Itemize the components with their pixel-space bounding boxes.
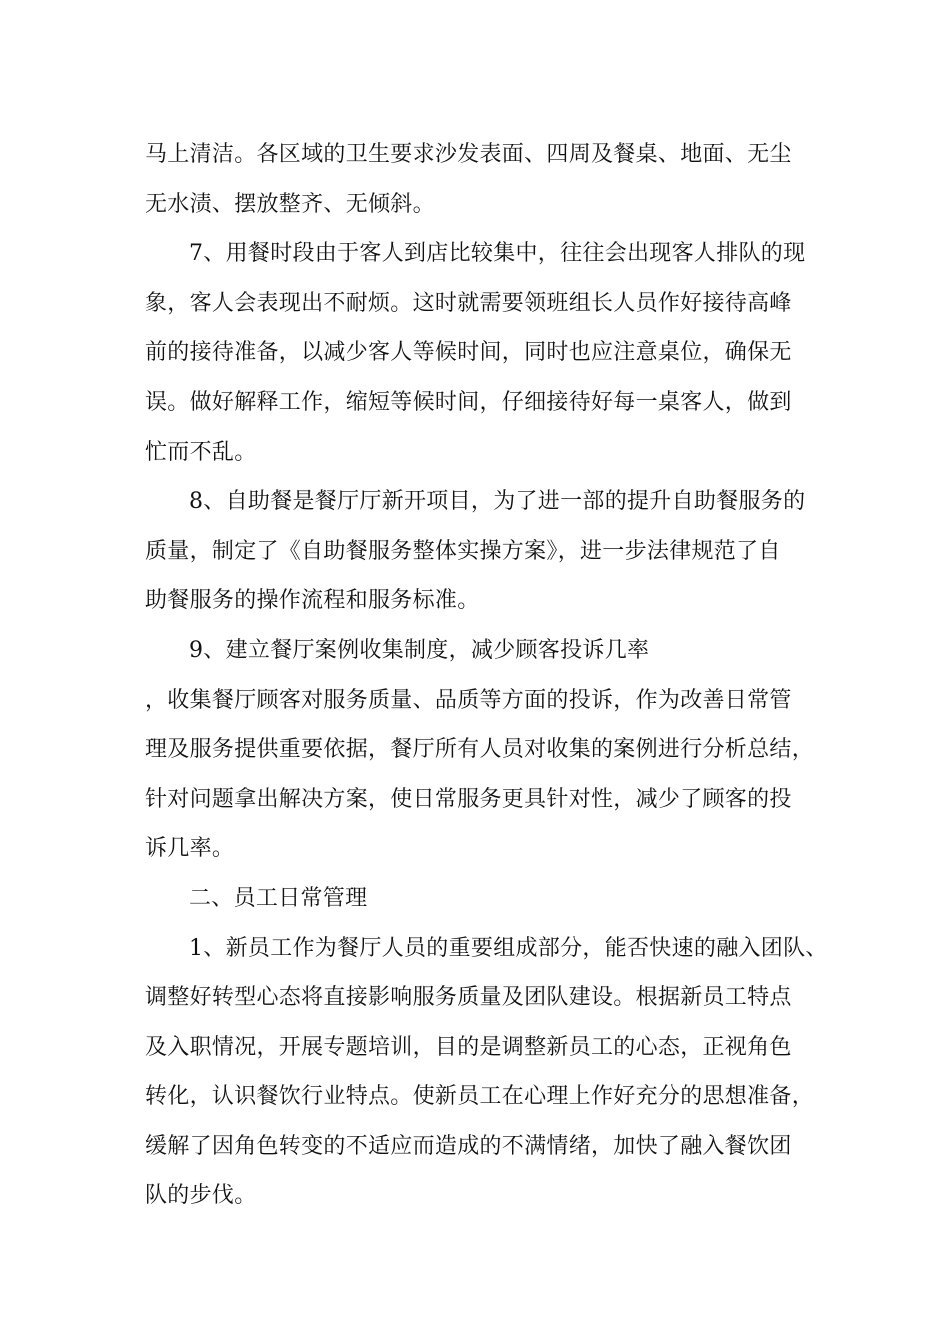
text-line: 诉几率。 xyxy=(145,836,235,862)
paragraph-start-line: 9、建立餐厅案例收集制度，减少顾客投诉几率 xyxy=(189,637,650,663)
text-line: 无水渍、摆放整齐、无倾斜。 xyxy=(145,191,435,217)
text-line: 前的接待准备，以减少客人等候时间，同时也应注意桌位，确保无 xyxy=(145,340,792,366)
text-line: 队的步伐。 xyxy=(145,1183,257,1209)
text-line: ，收集餐厅顾客对服务质量、品质等方面的投诉，作为改善日常管 xyxy=(145,687,792,713)
text-line: 针对问题拿出解决方案，使日常服务更具针对性，减少了顾客的投 xyxy=(145,786,792,812)
section-heading: 二、员工日常管理 xyxy=(189,885,368,911)
text-line: 缓解了因角色转变的不适应而造成的不满情绪，加快了融入餐饮团 xyxy=(145,1133,792,1159)
text-line: 象，客人会表现出不耐烦。这时就需要领班组长人员作好接待高峰 xyxy=(145,290,792,316)
body-text xyxy=(145,130,828,1221)
text-line: 转化，认识餐饮行业特点。使新员工在心理上作好充分的思想准备， xyxy=(145,1084,815,1110)
paragraph-start-line: 1、新员工作为餐厅人员的重要组成部分，能否快速的融入团队、 xyxy=(189,935,828,961)
text-line: 理及服务提供重要依据，餐厅所有人员对收集的案例进行分析总结， xyxy=(145,737,815,763)
paragraph-start-line: 7、用餐时段由于客人到店比较集中，往往会出现客人排队的现 xyxy=(189,241,806,267)
text-line: 助餐服务的操作流程和服务标准。 xyxy=(145,588,480,614)
paragraph-start-line: 8、自助餐是餐厅厅新开项目，为了进一部的提升自助餐服务的 xyxy=(189,489,806,515)
text-line: 马上清洁。各区域的卫生要求沙发表面、四周及餐桌、地面、无尘 xyxy=(145,142,792,167)
text-line: 忙而不乱。 xyxy=(145,439,257,465)
text-line: 及入职情况，开展专题培训，目的是调整新员工的心态，正视角色 xyxy=(145,1034,792,1060)
text-line: 调整好转型心态将直接影响服务质量及团队建设。根据新员工特点 xyxy=(145,985,792,1011)
text-line: 质量，制定了《自助餐服务整体实操方案》，进一步法律规范了自 xyxy=(145,538,781,564)
text-line: 误。做好解释工作，缩短等候时间，仔细接待好每一桌客人，做到 xyxy=(145,389,792,415)
